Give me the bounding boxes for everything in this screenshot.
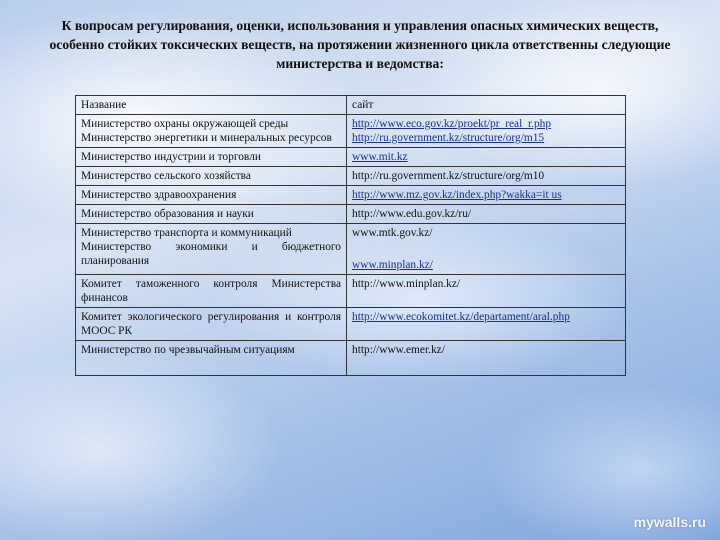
- ministry-name: Министерство по чрезвычайным ситуациям: [76, 341, 347, 376]
- ministry-name-line: Министерство энергетики и минеральных ресурсов: [81, 132, 332, 144]
- table-row: [76, 205, 626, 224]
- site-text: www.mtk.gov.kz/: [352, 227, 433, 239]
- table-row: [76, 224, 626, 275]
- site-text: http://www.minplan.kz/: [347, 275, 626, 308]
- site-text: http://ru.government.kz/structure/org/m10: [347, 167, 626, 186]
- table-row: [76, 186, 626, 205]
- page-heading: К вопросам регулирования, оценки, использования и управления опасных химических веществ, особенно стойких токсических веществ, на протяжении жизненного цикла ответственны следующие министерства и ведомства:: [49, 18, 671, 71]
- site-link[interactable]: http://www.ecokomitet.kz/departament/aral.php: [352, 311, 570, 323]
- header-name: Название: [76, 96, 347, 115]
- ministry-name: Министерство здравоохранения: [76, 186, 347, 205]
- header-site: сайт: [347, 96, 626, 115]
- ministry-name: Комитет таможенного контроля Министерства финансов: [76, 275, 347, 308]
- site-link[interactable]: www.mit.kz: [352, 151, 408, 163]
- ministries-table: [75, 95, 626, 376]
- site-link[interactable]: http://www.eco.gov.kz/proekt/pr_real_r.php: [352, 118, 552, 130]
- ministry-name: Комитет экологического регулирования и контроля МООС РК: [76, 308, 347, 341]
- ministry-name-line: Министерство транспорта и коммуникаций: [81, 227, 292, 239]
- table-row: [76, 341, 626, 376]
- table-row: [76, 167, 626, 186]
- table-row: [76, 148, 626, 167]
- ministry-name-line: Министерство охраны окружающей среды: [81, 118, 289, 130]
- ministry-name-line: Министерство экономики и бюджетного планирования: [81, 241, 341, 267]
- site-text: http://www.edu.gov.kz/ru/: [347, 205, 626, 224]
- table-row: [76, 115, 626, 148]
- site-text: http://www.emer.kz/: [347, 341, 626, 376]
- ministry-name: Министерство индустрии и торговли: [76, 148, 347, 167]
- ministry-name: Министерство образования и науки: [76, 205, 347, 224]
- site-link[interactable]: www.minplan.kz/: [352, 259, 433, 271]
- table-row: [76, 275, 626, 308]
- table-row: [76, 308, 626, 341]
- watermark: mywalls.ru: [633, 514, 706, 530]
- site-link[interactable]: http://ru.government.kz/structure/org/m15: [352, 132, 545, 144]
- site-link[interactable]: http://www.mz.gov.kz/index.php?wakka=it us: [352, 189, 562, 201]
- ministry-name: Министерство сельского хозяйства: [76, 167, 347, 186]
- table-header-row: [76, 96, 626, 115]
